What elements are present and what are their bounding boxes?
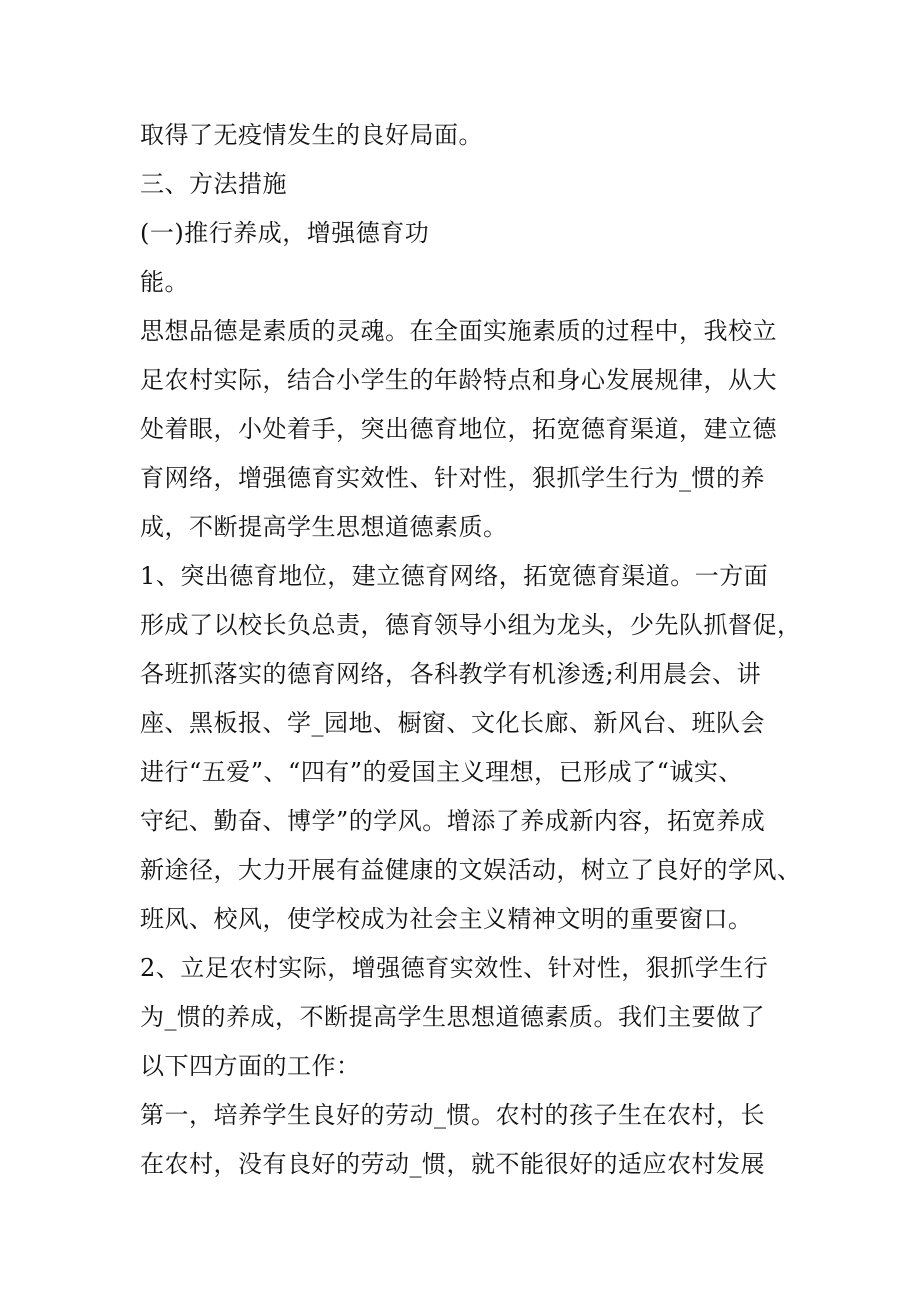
text-line: 座、黑板报、学_园地、橱窗、文化长廊、新风台、班队会 [140, 709, 765, 737]
text-line: 形成了以校长负总责，德育领导小组为龙头，少先队抓督促， [140, 611, 802, 639]
text-line: 进行“五爱”、“四有”的爱国主义理想，已形成了“诚实、 [140, 758, 743, 786]
text-line: 为_惯的养成，不断提高学生思想道德素质。我们主要做了 [140, 1003, 765, 1031]
text-line: 1、突出德育地位，建立德育网络，拓宽德育渠道。一方面 [140, 562, 769, 590]
text-line: 2、立足农村实际，增强德育实效性、针对性，狠抓学生行 [140, 954, 769, 982]
text-line: 能。 [140, 268, 189, 296]
subsection-heading: (一)推行养成，增强德育功 [140, 219, 430, 247]
text-line: 第一，培养学生良好的劳动_惯。农村的孩子生在农村，长 [140, 1101, 765, 1129]
text-line: 各班抓落实的德育网络，各科教学有机渗透;利用晨会、讲 [140, 660, 762, 688]
text-line: 在农村，没有良好的劳动_惯，就不能很好的适应农村发展 [140, 1150, 765, 1178]
text-line: 育网络，增强德育实效性、针对性，狠抓学生行为_惯的养 [140, 464, 765, 492]
text-line: 思想品德是素质的灵魂。在全面实施素质的过程中，我校立 [140, 317, 777, 345]
text-line: 以下四方面的工作： [140, 1052, 361, 1080]
text-line: 成，不断提高学生思想道德素质。 [140, 513, 508, 541]
text-line: 取得了无疫情发生的良好局面。 [140, 121, 483, 149]
text-line: 守纪、勤奋、博学”的学风。增添了养成新内容，拓宽养成 [140, 807, 766, 835]
text-line: 处着眼，小处着手，突出德育地位，拓宽德育渠道，建立德 [140, 415, 777, 443]
section-heading: 三、方法措施 [140, 170, 287, 198]
text-line: 班风、校风，使学校成为社会主义精神文明的重要窗口。 [140, 905, 753, 933]
text-line: 足农村实际，结合小学生的年龄特点和身心发展规律，从大 [140, 366, 777, 394]
text-line: 新途径，大力开展有益健康的文娱活动，树立了良好的学风、 [140, 856, 802, 884]
